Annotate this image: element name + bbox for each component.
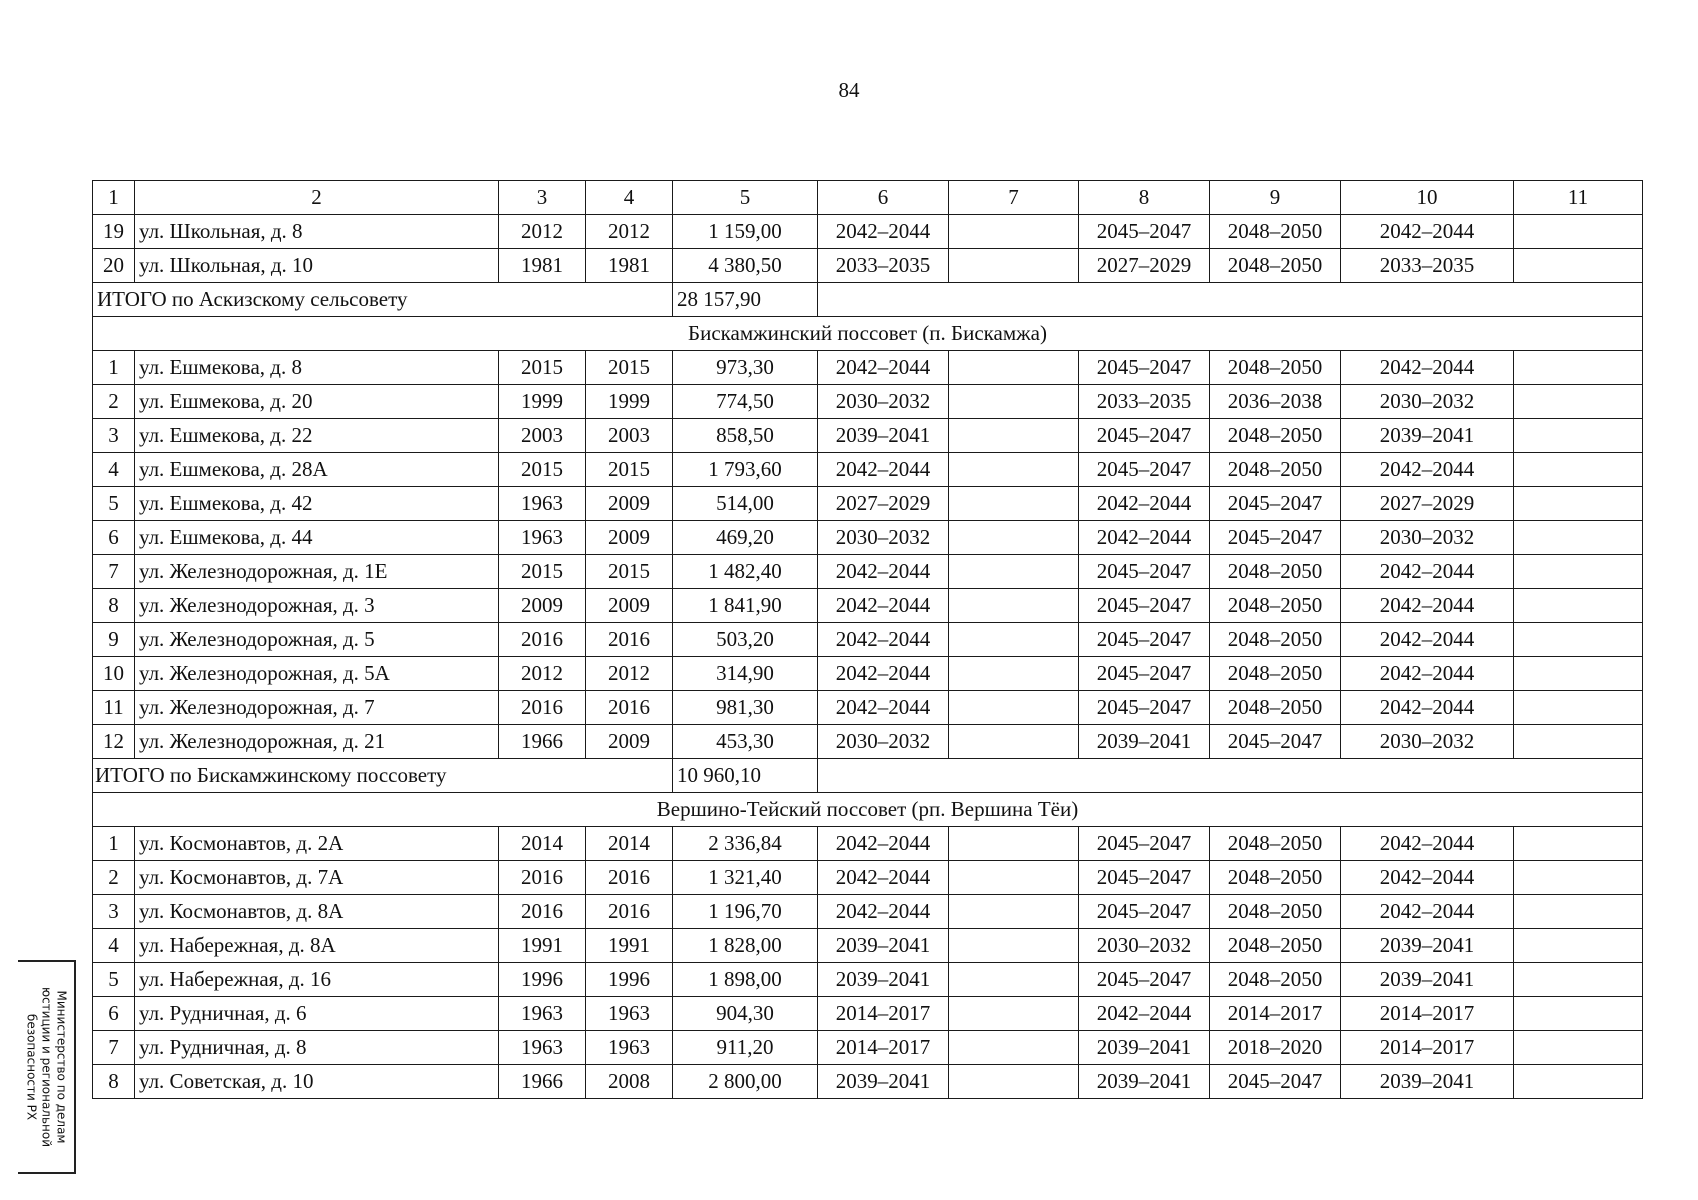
area-cell: 453,30: [673, 725, 818, 759]
area-cell: 858,50: [673, 419, 818, 453]
row-number-cell: 2: [93, 861, 135, 895]
table-row: [93, 1065, 1643, 1099]
column-header-11: 11: [1514, 181, 1643, 215]
row-number-cell: 5: [93, 963, 135, 997]
period-cell-8: 2039–2041: [1079, 1065, 1210, 1099]
period-cell-6: 2030–2032: [818, 521, 949, 555]
area-cell: 973,30: [673, 351, 818, 385]
period-cell-8: 2045–2047: [1079, 963, 1210, 997]
period-cell-10: 2042–2044: [1341, 453, 1514, 487]
period-cell-9: 2048–2050: [1210, 589, 1341, 623]
period-cell-8: 2045–2047: [1079, 419, 1210, 453]
row-number-cell: 12: [93, 725, 135, 759]
page-number: 84: [838, 78, 860, 102]
period-cell-6: 2039–2041: [818, 419, 949, 453]
total-value: 10 960,10: [673, 759, 818, 793]
year-reconstructed-cell: 2012: [586, 657, 673, 691]
period-cell-10: 2042–2044: [1341, 691, 1514, 725]
area-cell: 1 793,60: [673, 453, 818, 487]
column-header-1: 1: [93, 181, 135, 215]
year-reconstructed-cell: 2009: [586, 487, 673, 521]
section-title: Бискамжинский поссовет (п. Бискамжа): [93, 317, 1643, 351]
period-cell-7: [949, 249, 1079, 283]
period-cell-7: [949, 929, 1079, 963]
period-cell-10: 2042–2044: [1341, 657, 1514, 691]
year-built-cell: 1999: [499, 385, 586, 419]
address-cell: ул. Ешмекова, д. 28А: [135, 453, 499, 487]
address-cell: ул. Железнодорожная, д. 1Е: [135, 555, 499, 589]
period-cell-10: 2039–2041: [1341, 1065, 1514, 1099]
period-cell-6: 2042–2044: [818, 827, 949, 861]
address-cell: ул. Железнодорожная, д. 5А: [135, 657, 499, 691]
column-header-3: 3: [499, 181, 586, 215]
year-built-cell: 2014: [499, 827, 586, 861]
year-reconstructed-cell: 1999: [586, 385, 673, 419]
period-cell-11: [1514, 997, 1643, 1031]
period-cell-8: 2045–2047: [1079, 895, 1210, 929]
period-cell-9: 2048–2050: [1210, 453, 1341, 487]
period-cell-7: [949, 895, 1079, 929]
year-reconstructed-cell: 2012: [586, 215, 673, 249]
period-cell-6: 2027–2029: [818, 487, 949, 521]
year-reconstructed-cell: 2009: [586, 589, 673, 623]
period-cell-9: 2048–2050: [1210, 895, 1341, 929]
period-cell-10: 2014–2017: [1341, 1031, 1514, 1065]
period-cell-11: [1514, 827, 1643, 861]
stamp-text: [24, 962, 69, 1172]
period-cell-9: 2014–2017: [1210, 997, 1341, 1031]
period-cell-6: 2014–2017: [818, 997, 949, 1031]
row-number-cell: 3: [93, 419, 135, 453]
year-built-cell: 2015: [499, 453, 586, 487]
period-cell-9: 2045–2047: [1210, 487, 1341, 521]
period-cell-9: 2048–2050: [1210, 249, 1341, 283]
area-cell: 1 321,40: [673, 861, 818, 895]
period-cell-10: 2033–2035: [1341, 249, 1514, 283]
period-cell-6: 2030–2032: [818, 385, 949, 419]
period-cell-7: [949, 827, 1079, 861]
period-cell-6: 2042–2044: [818, 861, 949, 895]
address-cell: ул. Ешмекова, д. 22: [135, 419, 499, 453]
address-cell: ул. Ешмекова, д. 20: [135, 385, 499, 419]
period-cell-11: [1514, 419, 1643, 453]
period-cell-8: 2045–2047: [1079, 453, 1210, 487]
year-reconstructed-cell: 2015: [586, 555, 673, 589]
total-row: [93, 759, 1643, 793]
area-cell: 1 196,70: [673, 895, 818, 929]
period-cell-8: 2042–2044: [1079, 997, 1210, 1031]
total-empty-cell: [818, 283, 1643, 317]
table-row: [93, 521, 1643, 555]
address-cell: ул. Железнодорожная, д. 3: [135, 589, 499, 623]
area-cell: 1 828,00: [673, 929, 818, 963]
period-cell-10: 2042–2044: [1341, 827, 1514, 861]
period-cell-9: 2018–2020: [1210, 1031, 1341, 1065]
period-cell-10: 2030–2032: [1341, 521, 1514, 555]
period-cell-8: 2042–2044: [1079, 521, 1210, 555]
period-cell-7: [949, 1031, 1079, 1065]
section-row: [93, 793, 1643, 827]
area-cell: 774,50: [673, 385, 818, 419]
period-cell-7: [949, 691, 1079, 725]
year-reconstructed-cell: 2009: [586, 521, 673, 555]
total-label: ИТОГО по Бискамжинскому поссовету: [93, 759, 673, 793]
period-cell-7: [949, 215, 1079, 249]
column-header-2: 2: [135, 181, 499, 215]
year-built-cell: 1966: [499, 1065, 586, 1099]
period-cell-9: 2048–2050: [1210, 691, 1341, 725]
period-cell-8: 2045–2047: [1079, 623, 1210, 657]
period-cell-7: [949, 725, 1079, 759]
total-row: [93, 283, 1643, 317]
address-cell: ул. Железнодорожная, д. 7: [135, 691, 499, 725]
table-row: [93, 725, 1643, 759]
table-row: [93, 385, 1643, 419]
row-number-cell: 19: [93, 215, 135, 249]
period-cell-7: [949, 657, 1079, 691]
row-number-cell: 10: [93, 657, 135, 691]
row-number-cell: 1: [93, 351, 135, 385]
year-built-cell: 2003: [499, 419, 586, 453]
year-reconstructed-cell: 2015: [586, 453, 673, 487]
period-cell-11: [1514, 215, 1643, 249]
period-cell-8: 2045–2047: [1079, 589, 1210, 623]
area-cell: 503,20: [673, 623, 818, 657]
row-number-cell: 8: [93, 1065, 135, 1099]
year-built-cell: 2015: [499, 555, 586, 589]
period-cell-9: 2048–2050: [1210, 351, 1341, 385]
year-built-cell: 2012: [499, 657, 586, 691]
period-cell-11: [1514, 861, 1643, 895]
period-cell-10: 2030–2032: [1341, 725, 1514, 759]
table-row: [93, 453, 1643, 487]
table-row: [93, 657, 1643, 691]
year-built-cell: 1963: [499, 1031, 586, 1065]
period-cell-8: 2045–2047: [1079, 351, 1210, 385]
table-row: [93, 623, 1643, 657]
area-cell: 4 380,50: [673, 249, 818, 283]
period-cell-11: [1514, 453, 1643, 487]
year-built-cell: 2016: [499, 623, 586, 657]
column-header-10: 10: [1341, 181, 1514, 215]
address-cell: ул. Рудничная, д. 6: [135, 997, 499, 1031]
period-cell-7: [949, 385, 1079, 419]
table-row: [93, 215, 1643, 249]
row-number-cell: 7: [93, 555, 135, 589]
period-cell-8: 2045–2047: [1079, 691, 1210, 725]
period-cell-8: 2045–2047: [1079, 861, 1210, 895]
column-header-9: 9: [1210, 181, 1341, 215]
period-cell-9: 2036–2038: [1210, 385, 1341, 419]
period-cell-10: 2014–2017: [1341, 997, 1514, 1031]
address-cell: ул. Космонавтов, д. 7А: [135, 861, 499, 895]
period-cell-10: 2039–2041: [1341, 963, 1514, 997]
period-cell-9: 2048–2050: [1210, 623, 1341, 657]
year-reconstructed-cell: 2016: [586, 895, 673, 929]
period-cell-11: [1514, 895, 1643, 929]
year-reconstructed-cell: 2016: [586, 861, 673, 895]
period-cell-8: 2045–2047: [1079, 657, 1210, 691]
table-header: [93, 181, 1643, 215]
table-row: [93, 997, 1643, 1031]
area-cell: 514,00: [673, 487, 818, 521]
row-number-cell: 9: [93, 623, 135, 657]
period-cell-8: 2039–2041: [1079, 725, 1210, 759]
period-cell-8: 2027–2029: [1079, 249, 1210, 283]
period-cell-7: [949, 1065, 1079, 1099]
period-cell-11: [1514, 623, 1643, 657]
year-reconstructed-cell: 1963: [586, 1031, 673, 1065]
area-cell: 2 336,84: [673, 827, 818, 861]
table-row: [93, 861, 1643, 895]
period-cell-10: 2042–2044: [1341, 351, 1514, 385]
row-number-cell: 4: [93, 453, 135, 487]
address-cell: ул. Набережная, д. 16: [135, 963, 499, 997]
table-row: [93, 351, 1643, 385]
year-built-cell: 2016: [499, 861, 586, 895]
year-built-cell: 1963: [499, 521, 586, 555]
period-cell-9: 2048–2050: [1210, 827, 1341, 861]
period-cell-9: 2048–2050: [1210, 929, 1341, 963]
row-number-cell: 3: [93, 895, 135, 929]
period-cell-7: [949, 861, 1079, 895]
period-cell-8: 2033–2035: [1079, 385, 1210, 419]
year-reconstructed-cell: 2014: [586, 827, 673, 861]
column-header-7: 7: [949, 181, 1079, 215]
period-cell-8: 2045–2047: [1079, 555, 1210, 589]
total-label: ИТОГО по Аскизскому сельсовету: [93, 283, 673, 317]
year-built-cell: 1996: [499, 963, 586, 997]
total-empty-cell: [818, 759, 1643, 793]
period-cell-10: 2039–2041: [1341, 419, 1514, 453]
period-cell-9: 2045–2047: [1210, 1065, 1341, 1099]
address-cell: ул. Советская, д. 10: [135, 1065, 499, 1099]
row-number-cell: 20: [93, 249, 135, 283]
period-cell-6: 2039–2041: [818, 963, 949, 997]
period-cell-11: [1514, 555, 1643, 589]
table-row: [93, 929, 1643, 963]
year-built-cell: 2016: [499, 895, 586, 929]
year-reconstructed-cell: 2009: [586, 725, 673, 759]
address-cell: ул. Школьная, д. 8: [135, 215, 499, 249]
period-cell-11: [1514, 589, 1643, 623]
address-cell: ул. Космонавтов, д. 8А: [135, 895, 499, 929]
address-cell: ул. Ешмекова, д. 8: [135, 351, 499, 385]
table-row: [93, 963, 1643, 997]
total-value: 28 157,90: [673, 283, 818, 317]
period-cell-8: 2045–2047: [1079, 827, 1210, 861]
period-cell-6: 2042–2044: [818, 623, 949, 657]
period-cell-7: [949, 521, 1079, 555]
year-reconstructed-cell: 2003: [586, 419, 673, 453]
period-cell-10: 2039–2041: [1341, 929, 1514, 963]
row-number-cell: 7: [93, 1031, 135, 1065]
period-cell-9: 2045–2047: [1210, 521, 1341, 555]
row-number-cell: 5: [93, 487, 135, 521]
column-header-8: 8: [1079, 181, 1210, 215]
stamp-line: юстиции и региональной: [39, 986, 54, 1148]
ministry-stamp: [18, 960, 76, 1174]
table-row: [93, 589, 1643, 623]
period-cell-11: [1514, 691, 1643, 725]
address-cell: ул. Ешмекова, д. 44: [135, 521, 499, 555]
year-built-cell: 1963: [499, 997, 586, 1031]
section-title: Вершино-Тейский поссовет (рп. Вершина Тёи): [93, 793, 1643, 827]
row-number-cell: 6: [93, 521, 135, 555]
table-row: [93, 1031, 1643, 1065]
period-cell-11: [1514, 929, 1643, 963]
table-body: [93, 215, 1643, 1099]
address-cell: ул. Рудничная, д. 8: [135, 1031, 499, 1065]
period-cell-8: 2042–2044: [1079, 487, 1210, 521]
period-cell-6: 2042–2044: [818, 657, 949, 691]
year-built-cell: 1981: [499, 249, 586, 283]
year-built-cell: 2012: [499, 215, 586, 249]
period-cell-10: 2042–2044: [1341, 555, 1514, 589]
address-cell: ул. Набережная, д. 8А: [135, 929, 499, 963]
table-row: [93, 487, 1643, 521]
period-cell-9: 2045–2047: [1210, 725, 1341, 759]
row-number-cell: 8: [93, 589, 135, 623]
area-cell: 904,30: [673, 997, 818, 1031]
period-cell-6: 2042–2044: [818, 691, 949, 725]
area-cell: 2 800,00: [673, 1065, 818, 1099]
area-cell: 1 841,90: [673, 589, 818, 623]
year-built-cell: 1963: [499, 487, 586, 521]
year-reconstructed-cell: 2016: [586, 691, 673, 725]
row-number-cell: 4: [93, 929, 135, 963]
period-cell-11: [1514, 1065, 1643, 1099]
period-cell-10: 2042–2044: [1341, 589, 1514, 623]
period-cell-7: [949, 555, 1079, 589]
period-cell-11: [1514, 385, 1643, 419]
period-cell-7: [949, 351, 1079, 385]
period-cell-7: [949, 419, 1079, 453]
address-cell: ул. Ешмекова, д. 42: [135, 487, 499, 521]
row-number-cell: 6: [93, 997, 135, 1031]
period-cell-11: [1514, 725, 1643, 759]
period-cell-8: 2030–2032: [1079, 929, 1210, 963]
period-cell-10: 2042–2044: [1341, 861, 1514, 895]
period-cell-6: 2042–2044: [818, 555, 949, 589]
row-number-cell: 1: [93, 827, 135, 861]
period-cell-6: 2033–2035: [818, 249, 949, 283]
period-cell-11: [1514, 1031, 1643, 1065]
period-cell-7: [949, 963, 1079, 997]
year-reconstructed-cell: 1991: [586, 929, 673, 963]
period-cell-11: [1514, 351, 1643, 385]
period-cell-7: [949, 997, 1079, 1031]
column-number-row: [93, 181, 1643, 215]
register-table: [92, 180, 1643, 1099]
period-cell-7: [949, 623, 1079, 657]
table-row: [93, 827, 1643, 861]
period-cell-10: 2027–2029: [1341, 487, 1514, 521]
year-reconstructed-cell: 2015: [586, 351, 673, 385]
table-row: [93, 419, 1643, 453]
year-reconstructed-cell: 1963: [586, 997, 673, 1031]
address-cell: ул. Железнодорожная, д. 5: [135, 623, 499, 657]
year-built-cell: 2016: [499, 691, 586, 725]
period-cell-11: [1514, 249, 1643, 283]
period-cell-9: 2048–2050: [1210, 861, 1341, 895]
period-cell-6: 2042–2044: [818, 215, 949, 249]
area-cell: 1 159,00: [673, 215, 818, 249]
period-cell-9: 2048–2050: [1210, 419, 1341, 453]
column-header-5: 5: [673, 181, 818, 215]
table-row: [93, 249, 1643, 283]
period-cell-10: 2042–2044: [1341, 623, 1514, 657]
period-cell-10: 2042–2044: [1341, 895, 1514, 929]
row-number-cell: 11: [93, 691, 135, 725]
table-row: [93, 691, 1643, 725]
year-reconstructed-cell: 1996: [586, 963, 673, 997]
column-header-6: 6: [818, 181, 949, 215]
period-cell-6: 2014–2017: [818, 1031, 949, 1065]
period-cell-6: 2039–2041: [818, 929, 949, 963]
area-cell: 911,20: [673, 1031, 818, 1065]
area-cell: 469,20: [673, 521, 818, 555]
row-number-cell: 2: [93, 385, 135, 419]
period-cell-9: 2048–2050: [1210, 555, 1341, 589]
period-cell-9: 2048–2050: [1210, 215, 1341, 249]
period-cell-10: 2042–2044: [1341, 215, 1514, 249]
period-cell-11: [1514, 521, 1643, 555]
period-cell-6: 2042–2044: [818, 351, 949, 385]
period-cell-10: 2030–2032: [1341, 385, 1514, 419]
area-cell: 981,30: [673, 691, 818, 725]
area-cell: 1 898,00: [673, 963, 818, 997]
period-cell-7: [949, 487, 1079, 521]
period-cell-6: 2030–2032: [818, 725, 949, 759]
section-row: [93, 317, 1643, 351]
period-cell-6: 2042–2044: [818, 589, 949, 623]
period-cell-7: [949, 453, 1079, 487]
year-built-cell: 1991: [499, 929, 586, 963]
year-reconstructed-cell: 2016: [586, 623, 673, 657]
column-header-4: 4: [586, 181, 673, 215]
period-cell-6: 2042–2044: [818, 895, 949, 929]
period-cell-8: 2039–2041: [1079, 1031, 1210, 1065]
period-cell-11: [1514, 487, 1643, 521]
year-built-cell: 1966: [499, 725, 586, 759]
period-cell-7: [949, 589, 1079, 623]
stamp-line: безопасности РХ: [24, 1013, 39, 1121]
address-cell: ул. Железнодорожная, д. 21: [135, 725, 499, 759]
period-cell-6: 2042–2044: [818, 453, 949, 487]
address-cell: ул. Космонавтов, д. 2А: [135, 827, 499, 861]
year-built-cell: 2015: [499, 351, 586, 385]
year-reconstructed-cell: 1981: [586, 249, 673, 283]
area-cell: 314,90: [673, 657, 818, 691]
period-cell-6: 2039–2041: [818, 1065, 949, 1099]
period-cell-11: [1514, 963, 1643, 997]
address-cell: ул. Школьная, д. 10: [135, 249, 499, 283]
period-cell-9: 2048–2050: [1210, 657, 1341, 691]
period-cell-8: 2045–2047: [1079, 215, 1210, 249]
period-cell-11: [1514, 657, 1643, 691]
stamp-line: Министерство по делам: [54, 990, 69, 1144]
table-row: [93, 895, 1643, 929]
year-built-cell: 2009: [499, 589, 586, 623]
year-reconstructed-cell: 2008: [586, 1065, 673, 1099]
table-row: [93, 555, 1643, 589]
period-cell-9: 2048–2050: [1210, 963, 1341, 997]
area-cell: 1 482,40: [673, 555, 818, 589]
